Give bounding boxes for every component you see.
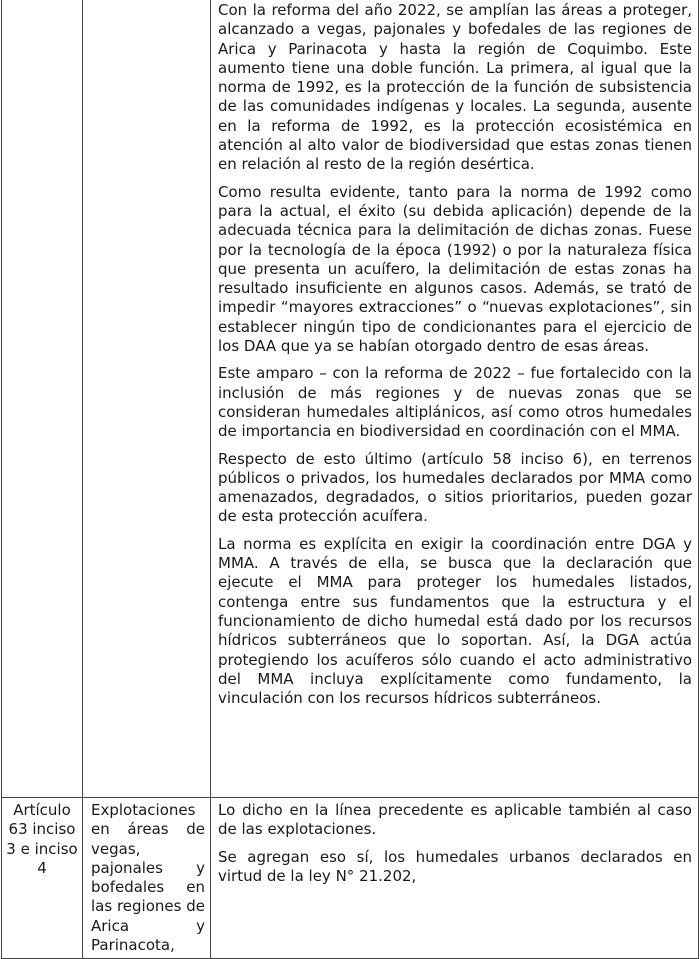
article-cell: Artículo 63 inciso 3 e inciso 4 bbox=[2, 798, 83, 959]
topic-cell: Explotaciones en áreas de vegas, pajonales y bofedales en las regiones de Arica y Parinacota, bbox=[83, 798, 211, 959]
paragraph: Lo dicho en la línea precedente es aplicable también al caso de las explotaciones. bbox=[218, 801, 692, 839]
table-row bbox=[2, 798, 699, 959]
commentary-cell bbox=[211, 0, 699, 798]
paragraph: Respecto de esto último (artículo 58 inciso 6), en terrenos públicos o privados, los humedales declarados por MMA como amenazados, degradados, o sitios prioritarios, pueden gozar de esta protección acuífera. bbox=[218, 449, 692, 526]
table-row bbox=[2, 0, 699, 798]
article-cell bbox=[2, 0, 83, 798]
commentary-cell bbox=[211, 798, 699, 959]
paragraph: Este amparo – con la reforma de 2022 – fue fortalecido con la inclusión de más regiones y de nuevas zonas que se consideran humedales altiplánicos, así como otros humedales de importancia en biodiversidad en coordinación con el MMA. bbox=[218, 364, 692, 441]
paragraph: Con la reforma del año 2022, se amplían las áreas a proteger, alcanzado a vegas, pajonales y bofedales de las regiones de Arica y Parinacota y hasta la región de Coquimbo. Este aumento tiene una doble función. La primera, al igual que la norma de 1992, es la protección de la función de subsistencia de las comunidades indígenas y locales. La segunda, ausente en la reforma de 1992, es la protección ecosistémica en atención al alto valor de biodiversidad que estas zonas tienen en relación al resto de la región desértica. bbox=[218, 1, 692, 174]
legal-comparison-table bbox=[1, 0, 699, 959]
paragraph: La norma es explícita en exigir la coordinación entre DGA y MMA. A través de ella, se busca que la declaración que ejecute el MMA para proteger los humedales listados, contenga entre sus fundamentos que la estructura y el funcionamiento de dicho humedal está dado por los recursos hídricos subterráneos que lo soportan. Así, la DGA actúa protegiendo los acuíferos sólo cuando el acto administrativo del MMA incluya explícitamente como fundamento, la vinculación con los recursos hídricos subterráneos. bbox=[218, 534, 692, 708]
paragraph: Se agregan eso sí, los humedales urbanos declarados en virtud de la ley N° 21.202, bbox=[218, 847, 692, 885]
paragraph: Como resulta evidente, tanto para la norma de 1992 como para la actual, el éxito (su debida aplicación) depende de la adecuada técnica para la delimitación de dichas zonas. Fuese por la tecnología de la época (1992) o por la naturaleza física que presenta un acuífero, la delimitación de estas zonas ha resultado insuficiente en algunos casos. Además, se trató de impedir “mayores extracciones” o “nuevas explotaciones”, sin establecer ningún tipo de condicionantes para el ejercicio de los DAA que ya se habían otorgado dentro de esas áreas. bbox=[218, 182, 692, 356]
topic-cell bbox=[83, 0, 211, 798]
